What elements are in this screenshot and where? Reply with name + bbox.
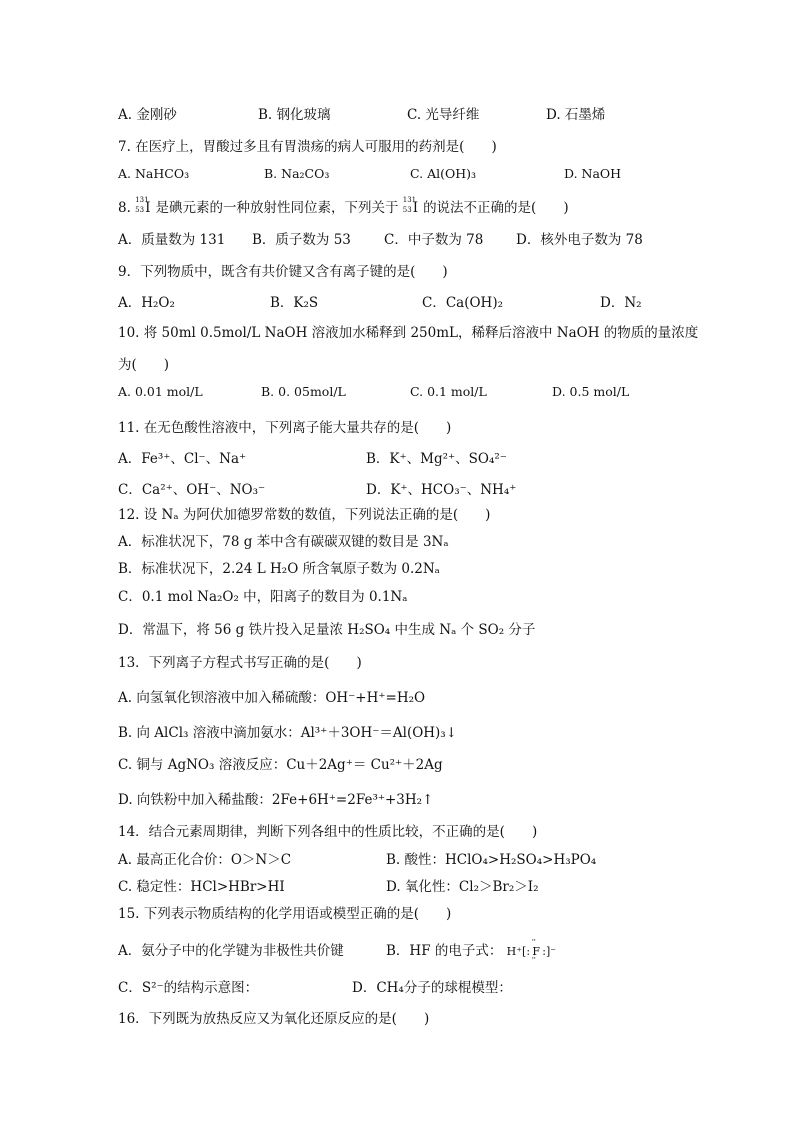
- q11-option-b: B．K⁺、Mg²⁺、SO₄²⁻: [366, 451, 507, 467]
- q9-option-d: D．N₂: [600, 295, 642, 311]
- q14-option-d: D. 氧化性：Cl₂＞Br₂＞I₂: [386, 879, 539, 895]
- q10-option-c: C. 0.1 mol/L: [410, 384, 487, 399]
- q7-option-a: A. NaHCO₃: [118, 166, 190, 181]
- q16-stem: 16．下列既为放热反应又为氧化还原反应的是( ): [118, 1011, 430, 1027]
- q8-stem-suffix: 的说法不正确的是( ): [423, 200, 569, 216]
- q8-option-b: B．质子数为 53: [252, 232, 351, 248]
- q8-isotope-symbol-2: I: [412, 200, 419, 216]
- q15-stem: 15. 下列表示物质结构的化学用语或模型正确的是( ): [118, 906, 452, 922]
- q8-isotope-number: 53: [135, 206, 145, 214]
- hf-electron-formula: [506, 936, 557, 964]
- q8-stem-middle: 是碘元素的一种放射性同位素，下列关于: [155, 200, 399, 216]
- q10-stem-line2: 为( ): [118, 357, 170, 373]
- q12-option-c: C．0.1 mol Na₂O₂ 中，阳离子的数目为 0.1Nₐ: [118, 589, 408, 605]
- q8-isotope-notation-2: [402, 196, 419, 216]
- q7-option-c: C. Al(OH)₃: [410, 166, 477, 181]
- q8-stem: [118, 196, 569, 216]
- q11-option-d: D．K⁺、HCO₃⁻、NH₄⁺: [366, 482, 517, 498]
- hf-formula-left: H⁺[: [506, 945, 527, 958]
- q11-option-c: C．Ca²⁺、OH⁻、NO₃⁻: [118, 482, 266, 498]
- q8-isotope-number-2: 53: [402, 206, 412, 214]
- q10-option-a: A. 0.01 mol/L: [118, 384, 203, 399]
- q9-option-a: A．H₂O₂: [118, 295, 175, 311]
- electron-dots-bottom: ··: [531, 954, 536, 964]
- q6-option-a: A. 金刚砂: [118, 107, 177, 123]
- q8-option-c: C．中子数为 78: [384, 232, 484, 248]
- q12-option-a: A．标准状况下，78 g 苯中含有碳碳双键的数目是 3Nₐ: [118, 534, 449, 550]
- q12-stem: 12. 设 Nₐ 为阿伏加德罗常数的数值，下列说法正确的是( ): [118, 507, 491, 523]
- q10-option-b: B. 0. 05mol/L: [261, 384, 346, 399]
- q9-stem: 9．下列物质中，既含有共价键又含有离子键的是( ): [118, 264, 448, 280]
- q8-isotope-notation: [135, 196, 151, 216]
- hf-fluorine-with-dots: [526, 936, 546, 964]
- q14-stem: 14．结合元素周期律，判断下列各组中的性质比较，不正确的是( ): [118, 824, 538, 840]
- q8-isotope-mass: 131: [135, 196, 149, 204]
- q15-option-b: [386, 936, 557, 964]
- q13-option-c: C. 铜与 AgNO₃ 溶液反应：Cu＋2Ag⁺＝ Cu²⁺＋2Ag: [118, 757, 443, 773]
- q8-option-a: A．质量数为 131: [118, 232, 226, 248]
- q13-option-a: A. 向氢氧化钡溶液中加入稀硫酸：OH⁻+H⁺=H₂O: [118, 690, 426, 706]
- q14-option-c: C. 稳定性：HCl>HBr>HI: [118, 879, 285, 895]
- q6-option-d: D. 石墨烯: [546, 107, 606, 123]
- q8-option-d: D．核外电子数为 78: [516, 232, 643, 248]
- q8-stem-prefix: 8.: [118, 200, 136, 216]
- q15-option-d: D．CH₄分子的球棍模型：: [352, 980, 512, 996]
- q15-option-c: C．S²⁻的结构示意图：: [118, 980, 259, 996]
- q13-option-b: B. 向 AlCl₃ 溶液中滴加氨水：Al³⁺＋3OH⁻＝Al(OH)₃↓: [118, 725, 458, 741]
- q12-option-b: B．标准状况下，2.24 L H₂O 所含氧原子数为 0.2Nₐ: [118, 561, 440, 577]
- q6-option-b: B. 钢化玻璃: [258, 107, 331, 123]
- q8-isotope-symbol: I: [145, 200, 151, 216]
- q7-option-d: D. NaOH: [564, 166, 622, 181]
- q12-option-d: D．常温下，将 56 g 铁片投入足量浓 H₂SO₄ 中生成 Nₐ 个 SO₂ 分子: [118, 622, 536, 638]
- electron-dots-top: ··: [531, 936, 536, 946]
- q11-stem: 11. 在无色酸性溶液中，下列离子能大量共存的是( ): [118, 420, 452, 436]
- hf-formula-right: ]⁻: [546, 945, 557, 958]
- q11-option-a: A．Fe³⁺、Cl⁻、Na⁺: [118, 451, 247, 467]
- q15-option-a: A．氨分子中的化学键为非极性共价键: [118, 943, 344, 959]
- electron-dots-left: :: [526, 945, 531, 958]
- q10-option-d: D. 0.5 mol/L: [552, 384, 630, 399]
- q9-option-b: B．K₂S: [270, 295, 319, 311]
- q8-isotope-mass-2: 131: [402, 196, 417, 204]
- q15-option-b-label: B．HF 的电子式：: [386, 943, 503, 959]
- q13-stem: 13．下列离子方程式书写正确的是( ): [118, 655, 362, 671]
- q6-option-c: C. 光导纤维: [407, 107, 480, 123]
- q9-option-c: C．Ca(OH)₂: [422, 295, 503, 311]
- q10-stem-line1: 10. 将 50ml 0.5mol/L NaOH 溶液加水稀释到 250mL，稀释后溶液中 NaOH 的物质的量浓度: [118, 325, 699, 341]
- electron-dots-right: :: [542, 945, 546, 958]
- q13-option-d: D. 向铁粉中加入稀盐酸：2Fe+6H⁺=2Fe³⁺+3H₂↑: [118, 792, 434, 808]
- q14-option-b: B. 酸性：HClO₄>H₂SO₄>H₃PO₄: [386, 852, 597, 868]
- q7-stem: 7. 在医疗上，胃酸过多且有胃溃疡的病人可服用的药剂是( ): [118, 139, 497, 155]
- hf-fluorine-symbol: F: [532, 945, 540, 958]
- q14-option-a: A. 最高正化合价：O＞N＞C: [118, 852, 292, 868]
- q7-option-b: B. Na₂CO₃: [264, 166, 330, 181]
